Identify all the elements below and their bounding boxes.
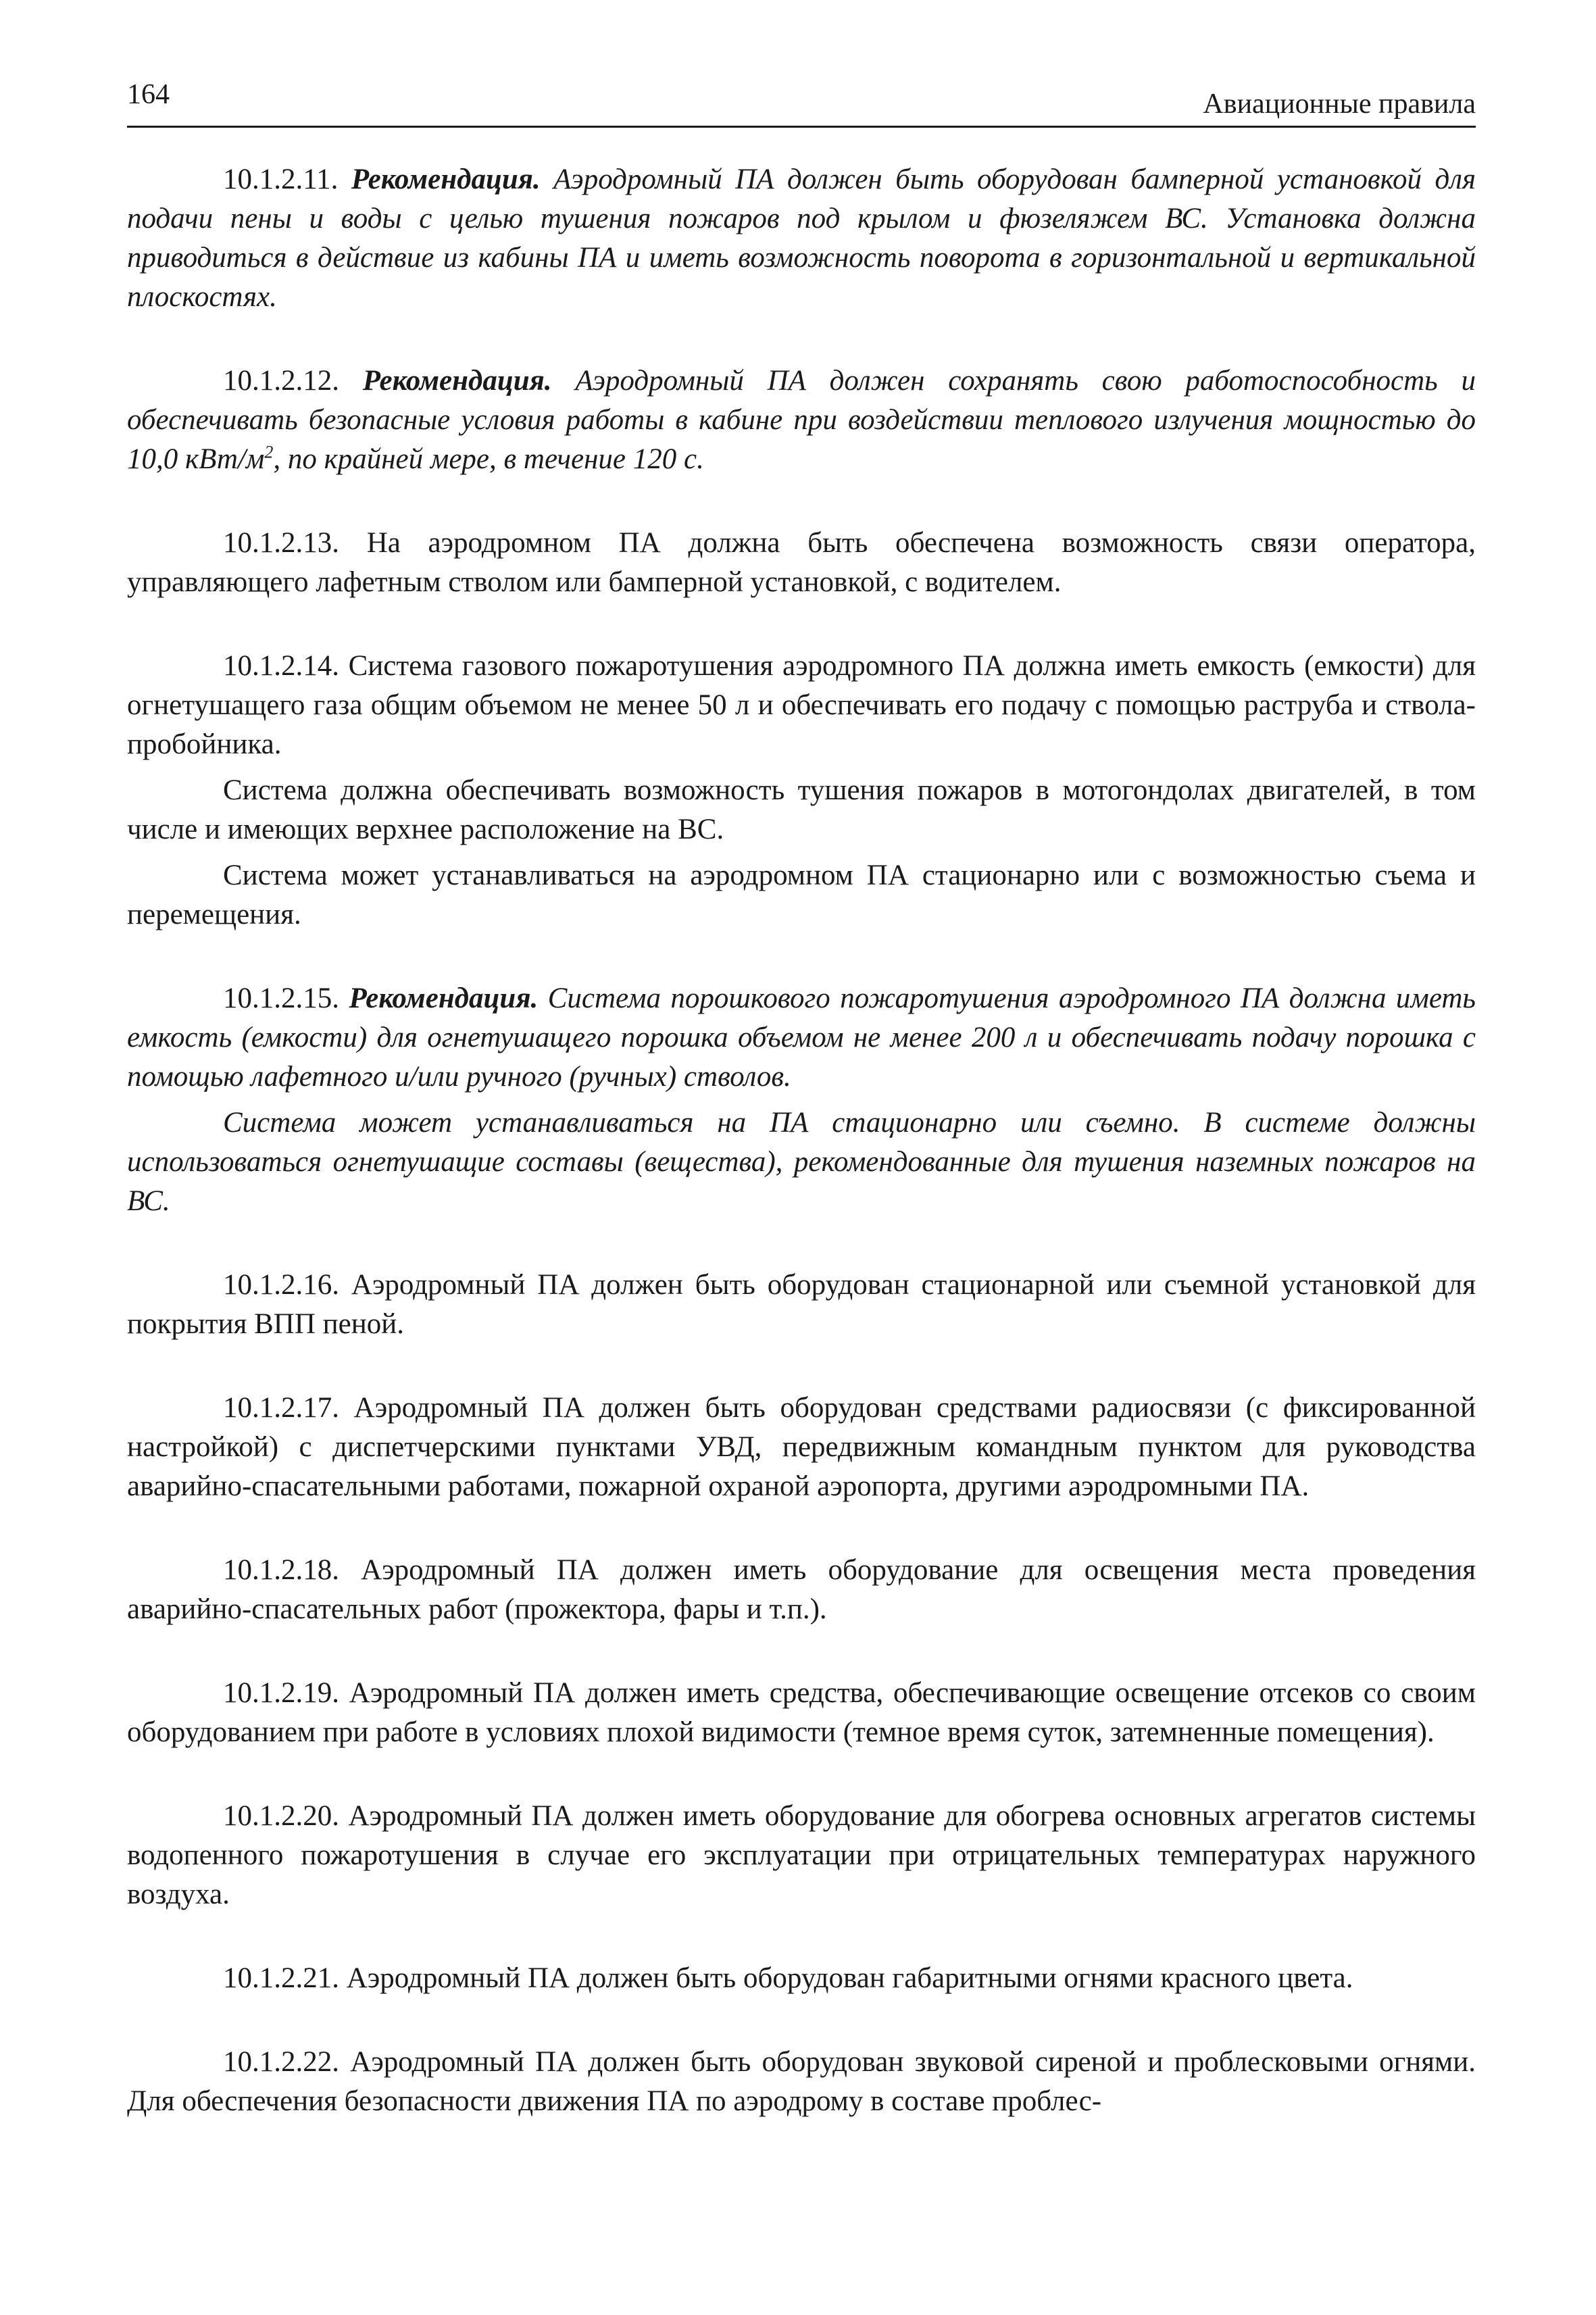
section-number: 10.1.2.14.: [223, 650, 339, 682]
paragraph-text: Аэродромный ПА должен сохранять свою работоспособность и обеспечивать безопасные условия работы в кабине при воздействии теплового излучения мощностью до 10,0 кВт/м: [127, 365, 1476, 475]
section-number: 10.1.2.16.: [223, 1269, 339, 1301]
section-number: 10.1.2.19.: [223, 1677, 339, 1709]
recommendation-label: Рекомендация.: [351, 164, 541, 195]
section-10-1-2-19: [127, 1674, 1476, 1752]
section-number: 10.1.2.21.: [223, 1962, 339, 1994]
page-content: [127, 160, 1476, 2121]
recommendation-label: Рекомендация.: [362, 365, 552, 397]
section-number: 10.1.2.17.: [223, 1392, 339, 1424]
paragraph: [127, 362, 1476, 479]
paragraph: [127, 1797, 1476, 1914]
page-number: 164: [127, 79, 170, 110]
section-number: 10.1.2.15.: [223, 982, 339, 1014]
paragraph: Система должна обеспечивать возможность тушения пожаров в мотогондолах двигателей, в том числе и имеющих верхнее расположение на ВС.: [127, 774, 1476, 845]
section-10-1-2-21: [127, 1959, 1476, 1998]
paragraph-text: Система порошкового пожаротушения аэродромного ПА должна иметь емкость (емкости) для огнетушащего порошка объемом не менее 200 л и обеспечивать подачу порошка с помощью лафетного и/или ручного (ручных) стволов.: [127, 982, 1476, 1093]
document-page: [127, 68, 1476, 2166]
paragraph-text: Аэродромный ПА должен быть оборудован габаритными огнями красного цвета.: [346, 1962, 1353, 1994]
section-10-1-2-14: [127, 647, 1476, 935]
section-10-1-2-12: [127, 362, 1476, 479]
paragraph: [127, 1551, 1476, 1629]
section-10-1-2-13: [127, 524, 1476, 602]
section-10-1-2-15: [127, 979, 1476, 1221]
paragraph-text: Аэродромный ПА должен быть оборудован бамперной установкой для подачи пены и воды с целью тушения пожаров под крылом и фюзеляжем ВС. Установка должна приводиться в действие из кабины ПА и иметь возможность поворота в горизонтальной и вертикальной плоскостях.: [127, 164, 1476, 313]
section-10-1-2-18: [127, 1551, 1476, 1629]
section-10-1-2-22: [127, 2043, 1476, 2121]
paragraph: [127, 1674, 1476, 1752]
paragraph-text: Аэродромный ПА должен быть оборудован стационарной или съемной установкой для покрытия ВПП пеной.: [127, 1269, 1476, 1340]
section-10-1-2-11: [127, 160, 1476, 317]
paragraph-text: Аэродромный ПА должен быть оборудован средствами радиосвязи (с фиксированной настройкой) с диспетчерскими пунктами УВД, передвижным командным пунктом для руководства аварийно-спасательными работами, пожарной охраной аэропорта, другими аэродромными ПА.: [127, 1392, 1476, 1502]
section-number: 10.1.2.22.: [223, 2046, 339, 2078]
section-10-1-2-20: [127, 1797, 1476, 1914]
paragraph: [127, 1389, 1476, 1506]
paragraph-text: Система газового пожаротушения аэродромного ПА должна иметь емкость (емкости) для огнетушащего газа общим объемом не менее 50 л и обеспечивать его подачу с помощью раструба и ствола-пробойника.: [127, 650, 1476, 760]
paragraph: [127, 979, 1476, 1097]
paragraph: [127, 524, 1476, 602]
paragraph: [127, 1959, 1476, 1998]
paragraph-text: На аэродромном ПА должна быть обеспечена возможность связи оператора, управляющего лафетным стволом или бамперной установкой, с водителем.: [127, 527, 1476, 598]
section-number: 10.1.2.12.: [223, 365, 339, 397]
page-header: [127, 68, 1476, 128]
section-number: 10.1.2.18.: [223, 1554, 339, 1586]
paragraph: [127, 647, 1476, 764]
paragraph: Система может устанавливаться на аэродромном ПА стационарно или с возможностью съема и перемещения.: [127, 860, 1476, 930]
paragraph-text-continued: , по крайней мере, в течение 120 с.: [273, 443, 704, 475]
paragraph-text: Аэродромный ПА должен иметь оборудование для обогрева основных агрегатов системы водопенного пожаротушения в случае его эксплуатации при отрицательных температурах наружного воздуха.: [127, 1800, 1476, 1910]
superscript: 2: [264, 442, 274, 462]
running-title: Авиационные правила: [1203, 89, 1476, 120]
recommendation-label: Рекомендация.: [349, 982, 539, 1014]
paragraph-text: Аэродромный ПА должен быть оборудован звуковой сиреной и проблесковыми огнями. Для обеспечения безопасности движения ПА по аэродрому в составе проблес-: [127, 2046, 1476, 2117]
section-number: 10.1.2.13.: [223, 527, 339, 559]
paragraph: [127, 2043, 1476, 2121]
paragraph: [127, 160, 1476, 317]
section-10-1-2-16: [127, 1266, 1476, 1344]
section-number: 10.1.2.11.: [223, 164, 339, 195]
section-number: 10.1.2.20.: [223, 1800, 339, 1832]
paragraph-text: Аэродромный ПА должен иметь средства, обеспечивающие освещение отсеков со своим оборудованием при работе в условиях плохой видимости (темное время суток, затемненные помещения).: [127, 1677, 1476, 1748]
paragraph-text: Аэродромный ПА должен иметь оборудование для освещения места проведения аварийно-спасательных работ (прожектора, фары и т.п.).: [127, 1554, 1476, 1625]
paragraph: [127, 1266, 1476, 1344]
paragraph: Система может устанавливаться на ПА стационарно или съемно. В системе должны использоваться огнетушащие составы (вещества), рекомендованные для тушения наземных пожаров на ВС.: [127, 1107, 1476, 1217]
section-10-1-2-17: [127, 1389, 1476, 1506]
